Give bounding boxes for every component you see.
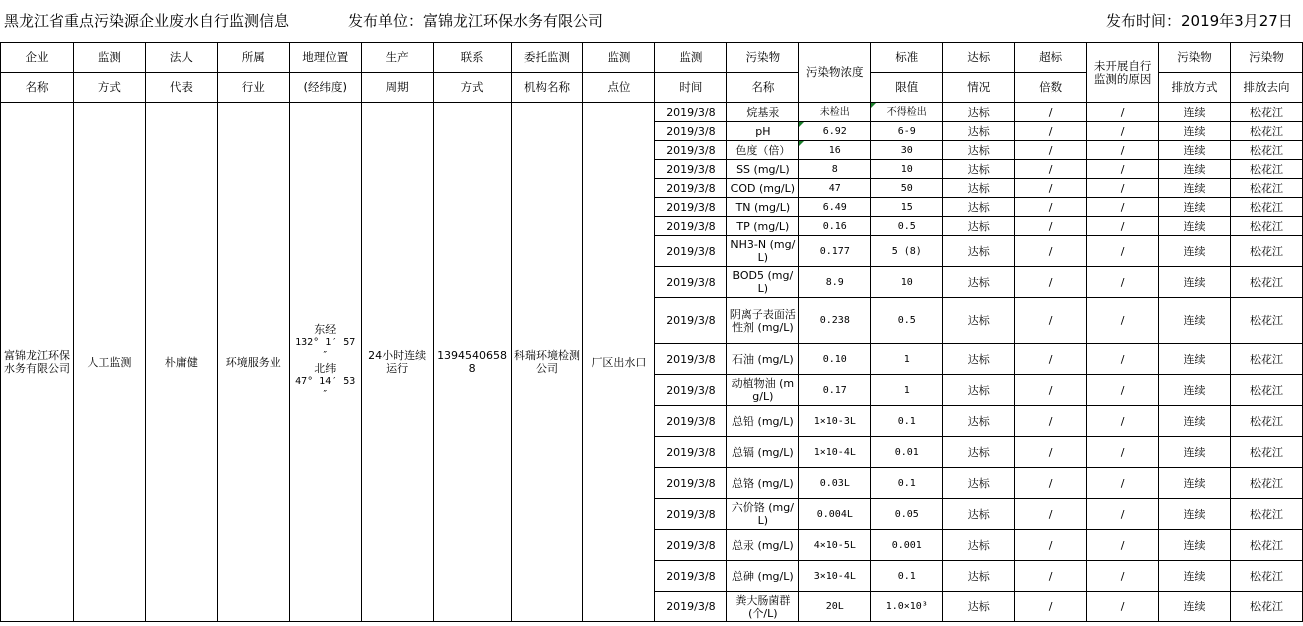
monitor-date-cell[interactable]: 2019/3/8 [655,344,727,375]
concentration-cell[interactable]: 4×10-5L [799,530,871,561]
monitor-date-cell[interactable]: 2019/3/8 [655,267,727,298]
production-cycle-cell[interactable]: 24小时连续运行 [361,103,433,622]
publish-date: 发布时间：2019年3月27日 [1106,12,1293,30]
status-cell[interactable]: 达标 [943,122,1015,141]
header-cell[interactable]: 法人 [145,43,217,73]
location-line: 北纬 [314,362,337,375]
monitoring-point-cell[interactable]: 厂区出水口 [583,103,655,622]
discharge-mode-cell[interactable]: 连续 [1159,160,1231,179]
pollutant-name-cell[interactable]: SS (mg/L) [727,160,799,179]
concentration-cell[interactable]: 6.92 [799,122,871,141]
discharge-dest-cell[interactable]: 松花江 [1231,267,1303,298]
header-cell[interactable]: 方式 [73,73,145,103]
discharge-mode-cell[interactable]: 连续 [1159,198,1231,217]
concentration-cell[interactable]: 20L [799,592,871,622]
header-cell[interactable]: 排放方式 [1159,73,1231,103]
concentration-cell[interactable]: 0.03L [799,468,871,499]
status-cell[interactable]: 达标 [943,561,1015,592]
discharge-dest-cell[interactable]: 松花江 [1231,179,1303,198]
header-cell[interactable]: 排放去向 [1231,73,1303,103]
discharge-dest-cell[interactable]: 松花江 [1231,217,1303,236]
monitor-date-cell[interactable]: 2019/3/8 [655,122,727,141]
discharge-mode-cell[interactable]: 连续 [1159,179,1231,198]
status-cell[interactable]: 达标 [943,141,1015,160]
header-cell[interactable]: 情况 [943,73,1015,103]
discharge-dest-cell[interactable]: 松花江 [1231,122,1303,141]
limit-cell[interactable]: 0.1 [871,406,943,437]
exceed-cell[interactable]: / [1015,179,1087,198]
monitor-date-cell[interactable]: 2019/3/8 [655,530,727,561]
pollutant-name-cell[interactable]: TP (mg/L) [727,217,799,236]
reason-cell[interactable]: / [1087,236,1159,267]
pollutant-name-cell[interactable]: COD (mg/L) [727,179,799,198]
monitoring-method-cell[interactable]: 人工监测 [73,103,145,622]
monitor-date-cell[interactable]: 2019/3/8 [655,198,727,217]
limit-cell[interactable]: 0.5 [871,217,943,236]
reason-cell[interactable]: / [1087,406,1159,437]
limit-cell[interactable]: 10 [871,267,943,298]
exceed-cell[interactable]: / [1015,437,1087,468]
concentration-cell[interactable]: 0.16 [799,217,871,236]
pollutant-name-cell[interactable]: pH [727,122,799,141]
reason-cell[interactable]: / [1087,198,1159,217]
limit-cell[interactable]: 0.01 [871,437,943,468]
discharge-mode-cell[interactable]: 连续 [1159,267,1231,298]
pollutant-name-cell[interactable]: 总汞 (mg/L) [727,530,799,561]
discharge-dest-cell[interactable]: 松花江 [1231,375,1303,406]
limit-cell[interactable]: 30 [871,141,943,160]
discharge-dest-cell[interactable]: 松花江 [1231,437,1303,468]
header-cell[interactable]: 地理位置 [289,43,361,73]
header-cell[interactable]: 监测 [583,43,655,73]
status-cell[interactable]: 达标 [943,217,1015,236]
discharge-mode-cell[interactable]: 连续 [1159,103,1231,122]
discharge-mode-cell[interactable]: 连续 [1159,499,1231,530]
discharge-dest-cell[interactable]: 松花江 [1231,561,1303,592]
exceed-cell[interactable]: / [1015,468,1087,499]
limit-cell[interactable]: 10 [871,160,943,179]
reason-cell[interactable]: / [1087,530,1159,561]
exceed-cell[interactable]: / [1015,530,1087,561]
header-cell[interactable]: 周期 [361,73,433,103]
concentration-cell[interactable]: 0.177 [799,236,871,267]
reason-cell[interactable]: / [1087,122,1159,141]
discharge-mode-cell[interactable]: 连续 [1159,592,1231,622]
concentration-cell[interactable]: 3×10-4L [799,561,871,592]
exceed-cell[interactable]: / [1015,499,1087,530]
header-cell[interactable]: 时间 [655,73,727,103]
header-cell[interactable]: 企业 [1,43,74,73]
header-cell[interactable]: 倍数 [1015,73,1087,103]
reason-cell[interactable]: / [1087,141,1159,160]
exceed-cell[interactable]: / [1015,122,1087,141]
discharge-dest-cell[interactable]: 松花江 [1231,406,1303,437]
concentration-cell[interactable]: 1×10-3L [799,406,871,437]
reason-cell[interactable]: / [1087,468,1159,499]
exceed-cell[interactable]: / [1015,592,1087,622]
concentration-cell[interactable]: 8 [799,160,871,179]
status-cell[interactable]: 达标 [943,592,1015,622]
status-cell[interactable]: 达标 [943,236,1015,267]
pollutant-name-cell[interactable]: 色度（倍） [727,141,799,160]
limit-cell[interactable]: 1 [871,344,943,375]
monitor-date-cell[interactable]: 2019/3/8 [655,103,727,122]
reason-cell[interactable]: / [1087,437,1159,468]
concentration-cell[interactable]: 47 [799,179,871,198]
header-cell[interactable]: 名称 [727,73,799,103]
header-cell[interactable]: 联系 [433,43,511,73]
header-cell[interactable]: 限值 [871,73,943,103]
limit-cell[interactable]: 50 [871,179,943,198]
header-cell[interactable]: 点位 [583,73,655,103]
discharge-dest-cell[interactable]: 松花江 [1231,298,1303,344]
status-cell[interactable]: 达标 [943,267,1015,298]
exceed-cell[interactable]: / [1015,344,1087,375]
reason-cell[interactable]: / [1087,298,1159,344]
discharge-dest-cell[interactable]: 松花江 [1231,198,1303,217]
pollutant-name-cell[interactable]: 阴离子表面活性剂 (mg/L) [727,298,799,344]
discharge-mode-cell[interactable]: 连续 [1159,236,1231,267]
exceed-cell[interactable]: / [1015,141,1087,160]
status-cell[interactable]: 达标 [943,437,1015,468]
discharge-dest-cell[interactable]: 松花江 [1231,103,1303,122]
pollutant-name-cell[interactable]: BOD5 (mg/L) [727,267,799,298]
exceed-cell[interactable]: / [1015,160,1087,179]
reason-cell[interactable]: / [1087,592,1159,622]
reason-cell[interactable]: / [1087,103,1159,122]
concentration-cell[interactable]: 0.238 [799,298,871,344]
monitor-date-cell[interactable]: 2019/3/8 [655,437,727,468]
discharge-mode-cell[interactable]: 连续 [1159,344,1231,375]
discharge-mode-cell[interactable]: 连续 [1159,437,1231,468]
header-cell[interactable]: 委托监测 [511,43,583,73]
discharge-dest-cell[interactable]: 松花江 [1231,236,1303,267]
pollutant-name-cell[interactable]: TN (mg/L) [727,198,799,217]
header-cell[interactable]: 机构名称 [511,73,583,103]
limit-cell[interactable]: 5 (8) [871,236,943,267]
limit-cell[interactable]: 0.1 [871,468,943,499]
monitor-date-cell[interactable]: 2019/3/8 [655,179,727,198]
sheet-title: 黑龙江省重点污染源企业废水自行监测信息 [4,12,290,30]
status-cell[interactable]: 达标 [943,375,1015,406]
discharge-mode-cell[interactable]: 连续 [1159,375,1231,406]
header-cell[interactable]: 污染物 [1231,43,1303,73]
discharge-dest-cell[interactable]: 松花江 [1231,160,1303,179]
contact-cell[interactable]: 13945406588 [433,103,511,622]
discharge-dest-cell[interactable]: 松花江 [1231,468,1303,499]
legal-rep-cell[interactable]: 朴庸健 [145,103,217,622]
reason-cell[interactable]: / [1087,179,1159,198]
header-cell[interactable]: 所属 [217,43,289,73]
header-cell[interactable]: 未开展自行监测的原因 [1087,43,1159,103]
limit-cell[interactable]: 6-9 [871,122,943,141]
discharge-dest-cell[interactable]: 松花江 [1231,344,1303,375]
pollutant-name-cell[interactable]: 六价铬 (mg/L) [727,499,799,530]
monitor-date-cell[interactable]: 2019/3/8 [655,406,727,437]
exceed-cell[interactable]: / [1015,198,1087,217]
limit-cell[interactable]: 0.05 [871,499,943,530]
table-row [1,103,1303,122]
company-name-cell[interactable]: 富锦龙江环保水务有限公司 [1,103,74,622]
status-cell[interactable]: 达标 [943,298,1015,344]
limit-cell[interactable]: 1.0×10³ [871,592,943,622]
discharge-dest-cell[interactable]: 松花江 [1231,141,1303,160]
monitor-date-cell[interactable]: 2019/3/8 [655,217,727,236]
monitoring-table [0,42,1303,622]
location-line: 东经 [314,323,337,336]
limit-cell[interactable]: 0.5 [871,298,943,344]
header-cell[interactable]: 污染物 [727,43,799,73]
reason-cell[interactable]: / [1087,375,1159,406]
status-cell[interactable]: 达标 [943,499,1015,530]
status-cell[interactable]: 达标 [943,179,1015,198]
limit-cell[interactable]: 15 [871,198,943,217]
monitor-date-cell[interactable]: 2019/3/8 [655,375,727,406]
industry-cell[interactable]: 环境服务业 [217,103,289,622]
monitor-date-cell[interactable]: 2019/3/8 [655,160,727,179]
location-line: 132° 1′ 57 ″ [295,337,356,361]
exceed-cell[interactable]: / [1015,217,1087,236]
discharge-dest-cell[interactable]: 松花江 [1231,592,1303,622]
monitor-date-cell[interactable]: 2019/3/8 [655,468,727,499]
header-cell[interactable]: 污染物浓度 [799,43,871,103]
concentration-cell[interactable]: 0.10 [799,344,871,375]
pollutant-name-cell[interactable]: 石油 (mg/L) [727,344,799,375]
header-cell[interactable]: 代表 [145,73,217,103]
limit-cell[interactable]: 0.001 [871,530,943,561]
concentration-cell[interactable]: 未检出 [799,103,871,122]
pollutant-name-cell[interactable]: 动植物油 (mg/L) [727,375,799,406]
discharge-mode-cell[interactable]: 连续 [1159,141,1231,160]
discharge-mode-cell[interactable]: 连续 [1159,122,1231,141]
concentration-cell[interactable]: 1×10-4L [799,437,871,468]
monitor-date-cell[interactable]: 2019/3/8 [655,499,727,530]
reason-cell[interactable]: / [1087,344,1159,375]
location-line: 47° 14′ 53 ″ [295,376,356,400]
status-cell[interactable]: 达标 [943,530,1015,561]
reason-cell[interactable]: / [1087,499,1159,530]
limit-cell[interactable]: 不得检出 [871,103,943,122]
status-cell[interactable]: 达标 [943,468,1015,499]
concentration-cell[interactable]: 16 [799,141,871,160]
pollutant-name-cell[interactable]: 总铬 (mg/L) [727,468,799,499]
discharge-mode-cell[interactable]: 连续 [1159,530,1231,561]
status-cell[interactable]: 达标 [943,198,1015,217]
exceed-cell[interactable]: / [1015,561,1087,592]
pollutant-name-cell[interactable]: 总砷 (mg/L) [727,561,799,592]
publisher-label: 发布单位：富锦龙江环保水务有限公司 [348,12,604,30]
pollutant-name-cell[interactable]: 总铅 (mg/L) [727,406,799,437]
status-cell[interactable]: 达标 [943,160,1015,179]
reason-cell[interactable]: / [1087,561,1159,592]
header-cell[interactable]: (经纬度) [289,73,361,103]
exceed-cell[interactable]: / [1015,236,1087,267]
limit-cell[interactable]: 1 [871,375,943,406]
discharge-mode-cell[interactable]: 连续 [1159,561,1231,592]
header-cell[interactable]: 超标 [1015,43,1087,73]
exceed-cell[interactable]: / [1015,267,1087,298]
exceed-cell[interactable]: / [1015,375,1087,406]
concentration-cell[interactable]: 0.004L [799,499,871,530]
discharge-mode-cell[interactable]: 连续 [1159,217,1231,236]
status-cell[interactable]: 达标 [943,344,1015,375]
discharge-dest-cell[interactable]: 松花江 [1231,530,1303,561]
discharge-mode-cell[interactable]: 连续 [1159,468,1231,499]
status-cell[interactable]: 达标 [943,406,1015,437]
status-cell[interactable]: 达标 [943,103,1015,122]
exceed-cell[interactable]: / [1015,103,1087,122]
monitor-date-cell[interactable]: 2019/3/8 [655,141,727,160]
discharge-mode-cell[interactable]: 连续 [1159,298,1231,344]
discharge-dest-cell[interactable]: 松花江 [1231,499,1303,530]
exceed-cell[interactable]: / [1015,406,1087,437]
title-row [0,0,1303,43]
agency-cell[interactable]: 科瑞环境检测公司 [511,103,583,622]
header-cell[interactable]: 标准 [871,43,943,73]
reason-cell[interactable]: / [1087,217,1159,236]
pollutant-name-cell[interactable]: 烷基汞 [727,103,799,122]
pollutant-name-cell[interactable]: 粪大肠菌群 (个/L) [727,592,799,622]
limit-cell[interactable]: 0.1 [871,561,943,592]
location-cell[interactable] [289,103,361,622]
header-cell[interactable]: 监测 [655,43,727,73]
monitor-date-cell[interactable]: 2019/3/8 [655,298,727,344]
header-cell[interactable]: 污染物 [1159,43,1231,73]
concentration-cell[interactable]: 8.9 [799,267,871,298]
concentration-cell[interactable]: 6.49 [799,198,871,217]
header-cell[interactable]: 生产 [361,43,433,73]
monitor-date-cell[interactable]: 2019/3/8 [655,561,727,592]
monitor-date-cell[interactable]: 2019/3/8 [655,592,727,622]
pollutant-name-cell[interactable]: NH3-N (mg/L) [727,236,799,267]
header-cell[interactable]: 监测 [73,43,145,73]
concentration-cell[interactable]: 0.17 [799,375,871,406]
header-cell[interactable]: 方式 [433,73,511,103]
monitor-date-cell[interactable]: 2019/3/8 [655,236,727,267]
discharge-mode-cell[interactable]: 连续 [1159,406,1231,437]
header-cell[interactable]: 名称 [1,73,74,103]
header-cell[interactable]: 达标 [943,43,1015,73]
pollutant-name-cell[interactable]: 总镉 (mg/L) [727,437,799,468]
reason-cell[interactable]: / [1087,267,1159,298]
header-cell[interactable]: 行业 [217,73,289,103]
reason-cell[interactable]: / [1087,160,1159,179]
exceed-cell[interactable]: / [1015,298,1087,344]
